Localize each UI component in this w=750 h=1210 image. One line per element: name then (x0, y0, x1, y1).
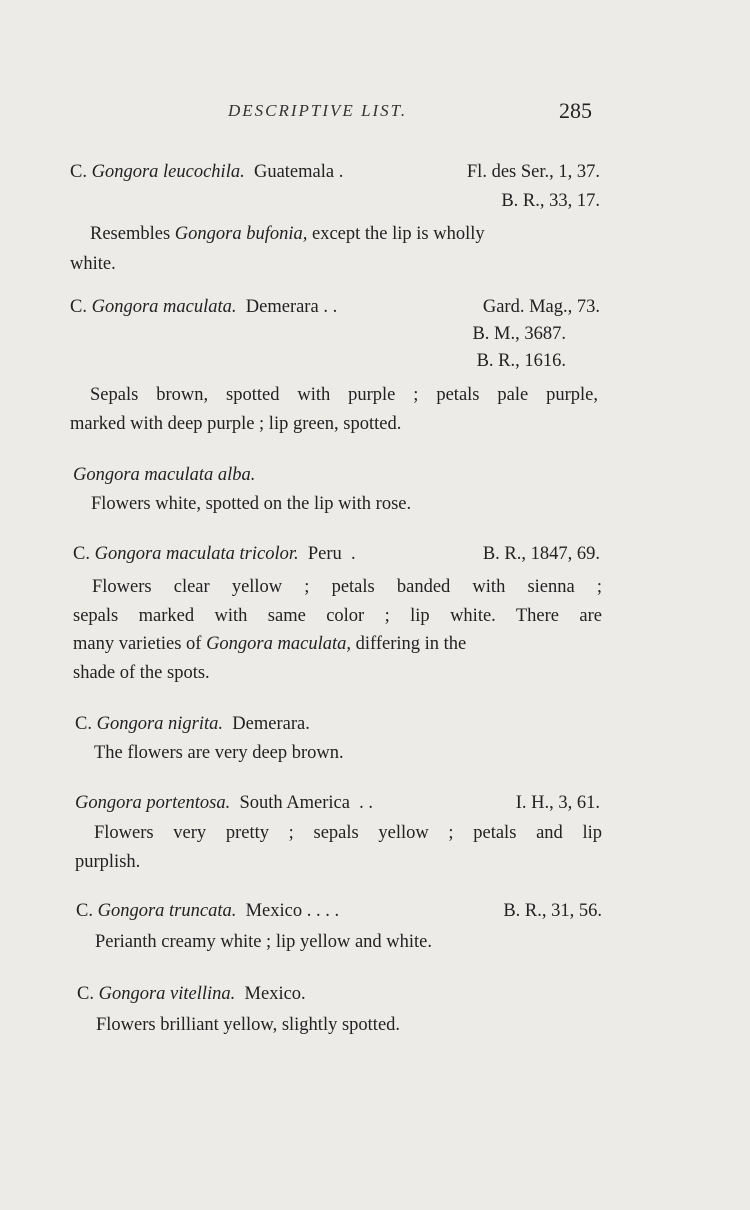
description-line: The flowers are very deep brown. (94, 743, 344, 763)
reference: Gard. Mag., 73. (482, 297, 600, 317)
species-name: Gongora truncata. (97, 901, 237, 921)
reference: B. R., 31, 56. (503, 901, 602, 921)
description-line: Resembles Gongora bufonia, except the lip is wholly (90, 224, 485, 244)
description-line: sepals marked with same color ; lip white. There are (73, 606, 602, 626)
entry-heading (70, 163, 343, 182)
reference: B. R., 1616. (476, 351, 566, 371)
reference: Fl. des Ser., 1, 37. (466, 162, 600, 182)
origin: South America (239, 793, 350, 813)
entry-prefix: C. (76, 901, 93, 921)
origin: Mexico. (244, 984, 306, 1004)
species-name: Gongora nigrita. (96, 714, 224, 734)
leader-dots: . (351, 544, 356, 564)
reference: B. R., 1847, 69. (482, 544, 600, 564)
species-name: Gongora maculata. (91, 297, 237, 317)
description-line: shade of the spots. (73, 663, 210, 683)
species-name: Gongora vitellina. (98, 984, 236, 1004)
origin: Mexico (245, 901, 303, 921)
origin: Peru (307, 544, 342, 564)
description-line: Flowers very pretty ; sepals yellow ; petals and lip (94, 823, 602, 843)
entry-heading (77, 985, 306, 1004)
species-name: Gongora maculata, (206, 634, 351, 654)
species-name: Gongora maculata alba. (73, 465, 256, 485)
description-line: Perianth creamy white ; lip yellow and white. (95, 932, 433, 952)
description-line: white. (70, 254, 116, 274)
reference: B. R., 33, 17. (501, 191, 600, 211)
species-name: Gongora maculata tricolor. (94, 544, 299, 564)
description-line: Sepals brown, spotted with purple ; petals pale purple, (90, 385, 598, 405)
origin: Demerara. (232, 714, 310, 734)
leader-dots: . . (323, 297, 338, 317)
leader-dots: . (338, 162, 344, 182)
species-name: Gongora bufonia, (174, 224, 308, 244)
entry-prefix: C. (75, 714, 92, 734)
entry-heading (75, 715, 310, 734)
entry-heading (70, 298, 337, 317)
entry-prefix: C. (70, 162, 87, 182)
reference: I. H., 3, 61. (515, 793, 600, 813)
description-line: Flowers clear yellow ; petals banded with sienna ; (92, 577, 602, 597)
leader-dots: . . . . (306, 901, 340, 921)
species-name: Gongora portentosa. (75, 793, 231, 813)
description-line: many varieties of Gongora maculata, differing in the (73, 634, 467, 654)
entry-heading (76, 902, 339, 921)
description-line: Flowers brilliant yellow, slightly spotted. (96, 1015, 401, 1035)
entry-heading (75, 794, 373, 813)
entry-prefix: C. (73, 544, 90, 564)
description-line: marked with deep purple ; lip green, spotted. (70, 414, 402, 434)
entry-prefix: C. (70, 297, 87, 317)
origin: Guatemala (253, 162, 335, 182)
description-line: Flowers white, spotted on the lip with rose. (91, 494, 412, 514)
page-number: 285 (559, 98, 592, 123)
reference: B. M., 3687. (472, 324, 566, 344)
leader-dots: . . (359, 793, 374, 813)
species-name: Gongora leucochila. (91, 162, 245, 182)
origin: Demerara (245, 297, 319, 317)
entry-heading (73, 545, 356, 564)
description-line: purplish. (75, 852, 141, 872)
entry-prefix: C. (77, 984, 94, 1004)
running-header: DESCRIPTIVE LIST. (228, 101, 408, 120)
